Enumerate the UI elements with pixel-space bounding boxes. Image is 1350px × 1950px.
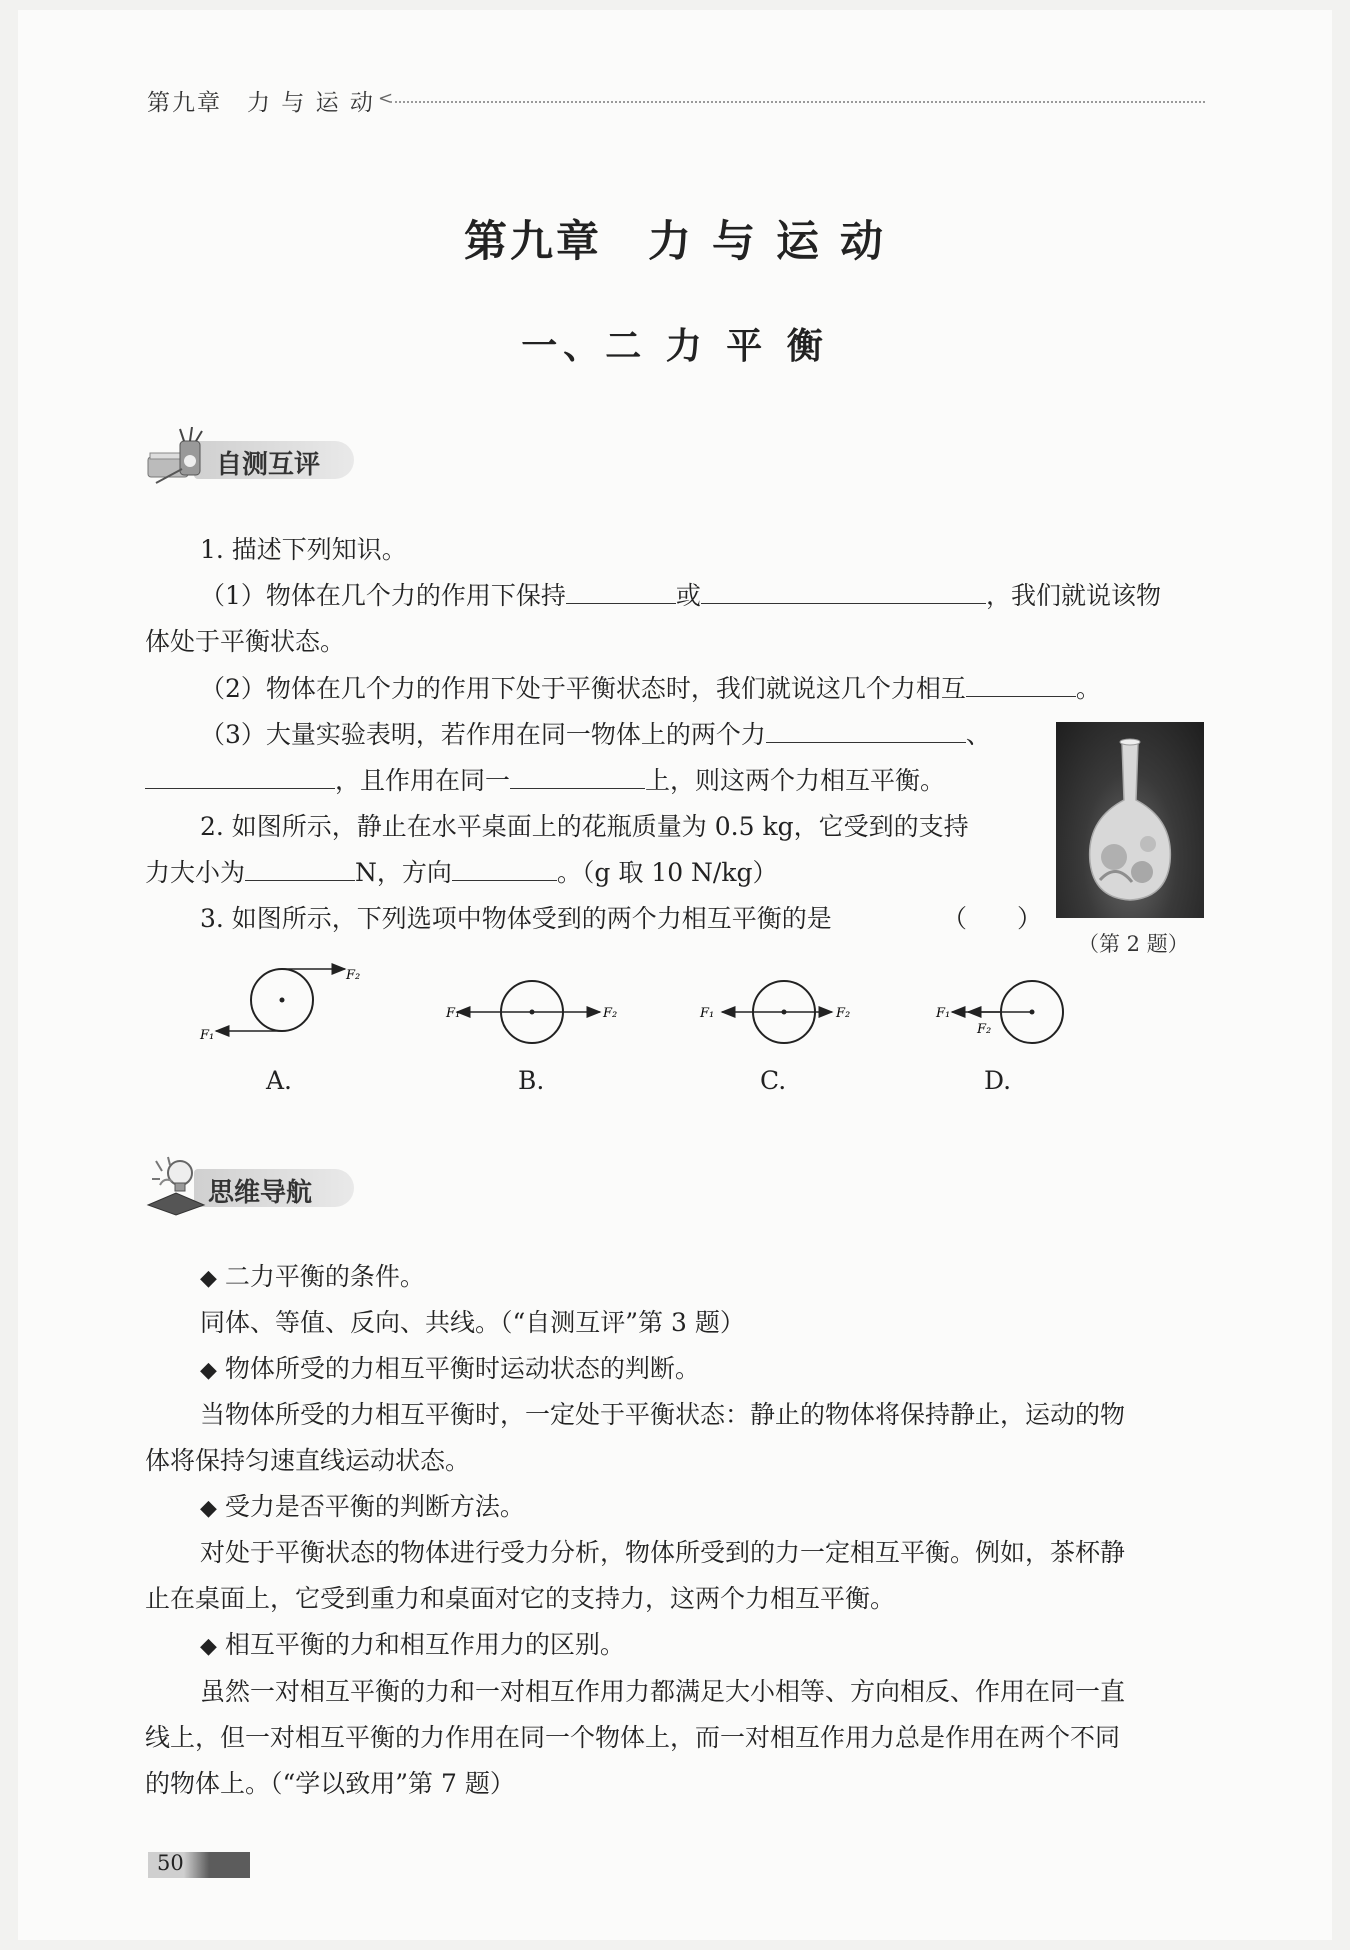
q2-text-a: 2. 如图所示，静止在水平桌面上的花瓶质量为 0.5 kg，它受到的支持 — [200, 812, 969, 841]
nav-point-2 — [200, 1346, 700, 1394]
force-label-f1: F₁ — [200, 1028, 215, 1043]
force-label-f1: F₁ — [700, 1006, 715, 1021]
diagram-b — [445, 981, 617, 1043]
nav-para-3a: 对处于平衡状态的物体进行受力分析，物体所受到的力一定相互平衡。例如，茶杯静 — [200, 1538, 1126, 1567]
q3-answer-paren[interactable]: （ ） — [942, 904, 1043, 933]
q2-text-b3: 。（g 取 10 N/kg） — [556, 858, 778, 887]
nav-para-2b: 体将保持匀速直线运动状态。 — [145, 1446, 471, 1475]
header-rule — [390, 101, 1205, 103]
page-number: 50 — [157, 1851, 184, 1875]
photo-caption: （第 2 题） — [1078, 932, 1189, 956]
answer-blank[interactable] — [766, 712, 966, 743]
nav-para-2a: 当物体所受的力相互平衡时，一定处于平衡状态：静止的物体将保持静止，运动的物 — [200, 1400, 1126, 1429]
pencil-cup-icon — [146, 427, 210, 489]
lightbulb-book-icon — [146, 1155, 210, 1217]
nav-para-4b: 线上，但一对相互平衡的力作用在同一个物体上，而一对相互作用力总是作用在两个不同 — [145, 1723, 1121, 1752]
diamond-bullet-icon: ◆ — [200, 1358, 217, 1383]
diamond-bullet-icon: ◆ — [200, 1496, 217, 1521]
q1-2-line — [200, 666, 1101, 712]
q1-1-text-c: 体处于平衡状态。 — [145, 627, 346, 656]
nav-para-3b: 止在桌面上，它受到重力和桌面对它的支持力，这两个力相互平衡。 — [145, 1584, 896, 1613]
diagram-c — [699, 981, 850, 1043]
section-title: 一、二 力 平 衡 — [521, 326, 829, 367]
q1-1-text-b: ，我们就说该物 — [985, 581, 1161, 610]
nav-point-1 — [200, 1254, 425, 1302]
q2-text-b2: N，方向 — [355, 858, 452, 887]
answer-blank[interactable] — [245, 850, 355, 881]
force-diagrams — [180, 955, 1080, 1065]
running-header: 第九章 力 与 运 动 — [147, 90, 375, 116]
force-label-f2: F₂ — [836, 1006, 851, 1021]
nav-point-3 — [200, 1484, 525, 1532]
option-a[interactable]: A. — [266, 1066, 293, 1095]
force-label-f1: F₁ — [446, 1006, 461, 1021]
force-label-f2: F₂ — [346, 968, 361, 983]
nav-point-4-text: 相互平衡的力和相互作用力的区别。 — [224, 1630, 625, 1659]
q1-2-end: 。 — [1075, 674, 1101, 703]
q1-text: 1. 描述下列知识。 — [200, 535, 407, 564]
nav-para-4a: 虽然一对相互平衡的力和一对相互作用力都满足大小相等、方向相反、作用在同一直 — [200, 1677, 1126, 1706]
nav-point-3-text: 受力是否平衡的判断方法。 — [224, 1492, 525, 1521]
nav-point-1-text: 二力平衡的条件。 — [224, 1262, 425, 1291]
answer-blank[interactable] — [566, 573, 676, 604]
q1-1-text-a: （1）物体在几个力的作用下保持 — [200, 581, 566, 610]
q1-1-or: 或 — [675, 581, 701, 610]
option-c[interactable]: C. — [760, 1066, 787, 1095]
q1-1-line — [200, 573, 1161, 619]
q2-line2 — [145, 850, 778, 896]
q1-3-line — [200, 712, 991, 758]
force-label-f2: F₂ — [977, 1022, 992, 1037]
q1-3-text-c: 上，则这两个力相互平衡。 — [645, 766, 946, 795]
nav-point-4 — [200, 1622, 625, 1670]
q2-text-b1: 力大小为 — [145, 858, 246, 887]
option-d[interactable]: D. — [984, 1066, 1012, 1095]
answer-blank[interactable] — [510, 758, 645, 789]
answer-blank[interactable] — [966, 666, 1076, 697]
diamond-bullet-icon: ◆ — [200, 1634, 217, 1659]
q1-2-text: （2）物体在几个力的作用下处于平衡状态时，我们就说这几个力相互 — [200, 674, 966, 703]
diagram-a — [199, 968, 360, 1043]
nav-para-1: 同体、等值、反向、共线。（“自测互评”第 3 题） — [200, 1308, 745, 1337]
self-test-label: 自测互评 — [216, 450, 321, 480]
diamond-bullet-icon: ◆ — [200, 1266, 217, 1291]
q1-3-line2 — [145, 758, 945, 804]
answer-blank[interactable] — [701, 573, 986, 604]
diagram-d — [935, 981, 1063, 1043]
answer-blank[interactable] — [452, 850, 557, 881]
header-arrow-icon: < — [378, 88, 394, 109]
force-label-f1: F₁ — [936, 1006, 951, 1021]
answer-blank[interactable] — [145, 758, 335, 789]
nav-para-4c: 的物体上。（“学以致用”第 7 题） — [145, 1769, 515, 1798]
option-b[interactable]: B. — [518, 1066, 545, 1095]
vase-photo — [1056, 722, 1204, 918]
chapter-title: 第九章 力 与 运 动 — [464, 217, 886, 267]
mind-nav-label: 思维导航 — [208, 1178, 313, 1208]
q1-3-sep: 、 — [965, 720, 991, 749]
q1-3-text-b: ，且作用在同一 — [335, 766, 511, 795]
force-label-f2: F₂ — [603, 1006, 618, 1021]
q1-3-text-a: （3）大量实验表明，若作用在同一物体上的两个力 — [200, 720, 766, 749]
nav-point-2-text: 物体所受的力相互平衡时运动状态的判断。 — [224, 1354, 700, 1383]
q3-text: 3. 如图所示，下列选项中物体受到的两个力相互平衡的是 — [200, 904, 832, 933]
vase-icon — [1056, 722, 1204, 918]
